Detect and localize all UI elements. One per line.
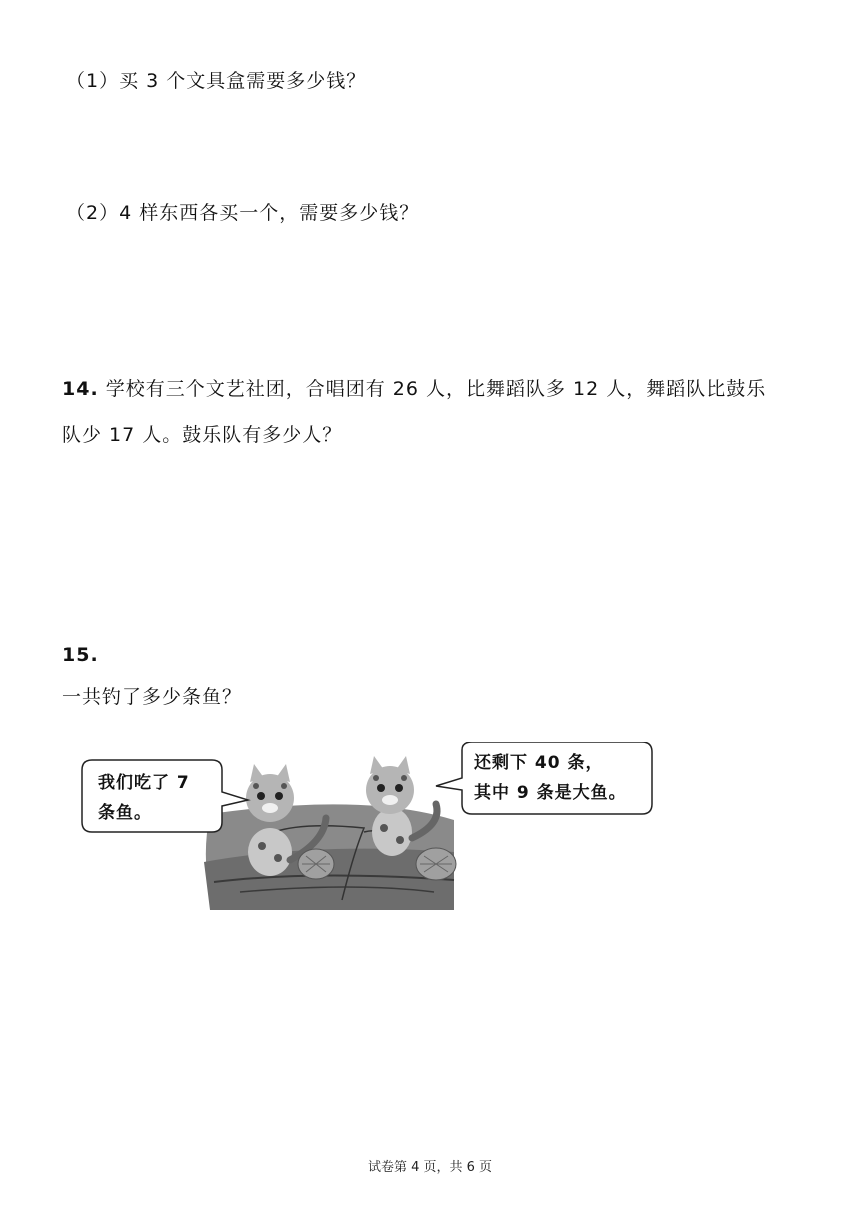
right-bubble-text [474,748,627,808]
q15-number: 15. [62,644,99,666]
right-bubble-line2: 其中 9 条是大鱼。 [474,783,627,803]
q14-number: 14. [62,378,99,400]
right-bubble-line1: 还剩下 40 条， [474,753,604,773]
left-bubble-text [98,768,190,828]
q14-line2: 队少 17 人。鼓乐队有多少人？ [62,424,343,446]
q14-line1 [62,374,766,401]
q13-sub1: （1）买 3 个文具盒需要多少钱？ [66,70,367,92]
left-bubble-line1: 我们吃了 7 [98,773,190,793]
q15-question: 一共钓了多少条鱼？ [62,686,243,708]
q13-sub2: （2）4 样东西各买一个，需要多少钱？ [66,202,420,224]
left-bubble-line2: 条鱼。 [98,803,152,823]
q14-text-line1: 学校有三个文艺社团，合唱团有 26 人，比舞蹈队多 12 人，舞蹈队比鼓乐 [105,378,767,400]
fishing-cats-illustration [64,742,664,912]
page-footer: 试卷第 4 页，共 6 页 [367,1160,493,1175]
